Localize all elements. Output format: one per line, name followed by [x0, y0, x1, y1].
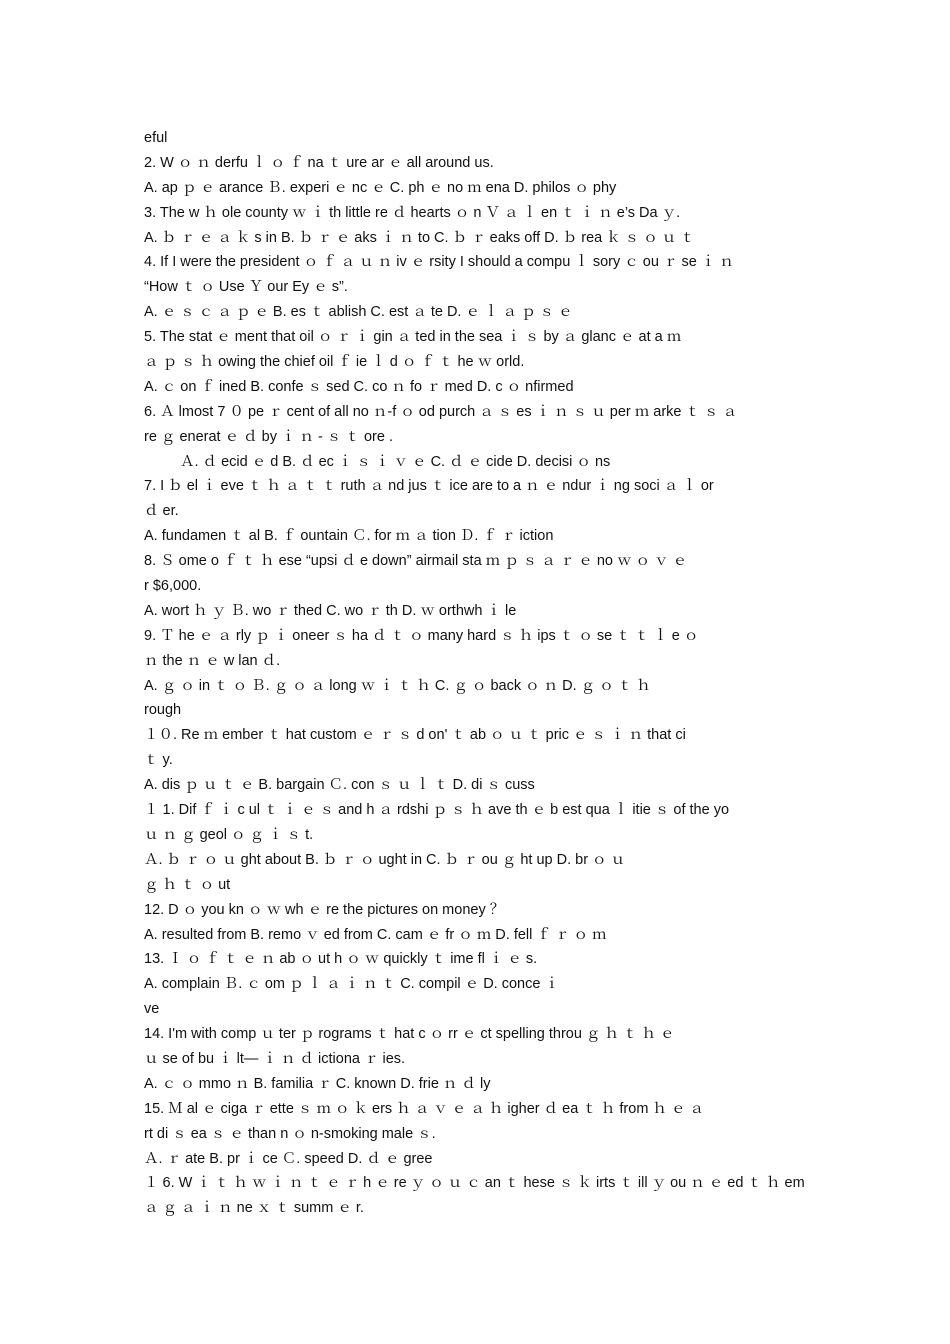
- options-6: Ａ. ｄ ecid ｅ d B. ｄ ec ｉ ｓ ｉ ｖ ｅ C. ｄ ｅ cide D. decisi ｏ ns: [180, 453, 611, 470]
- question-15-cont: rt di ｓ ea ｓ ｅ than n ｏ n-smoking male ｓ.: [144, 1125, 436, 1142]
- question-5: 5. The stat ｅ ment that oil ｏ ｒ ｉ gin ａ ted in the sea ｉ ｓ by ａ glanc ｅ at a ｍ: [144, 329, 682, 346]
- question-2: 2. W ｏ ｎ derfu ｌ ｏ ｆ na ｔ ure ar ｅ all around us.: [144, 154, 494, 171]
- options-5: A. ｃ on ｆ ined B. confe ｓ sed C. co ｎ fo ｒ med D. c ｏ nfirmed: [144, 378, 574, 395]
- question-14-cont: ｕ se of bu ｉ lt— ｉ ｎ ｄ ictiona ｒ ies.: [144, 1050, 406, 1067]
- options-11-cont: ｇ ｈ ｔ ｏ ut: [144, 876, 231, 893]
- question-4-cont: “How ｔ ｏ Use Ｙ our Ey ｅ s”.: [144, 279, 348, 296]
- question-14: 14. I'm with comp ｕ ter ｐ rograms ｔ hat c ｏ rr ｅ ct spelling throu ｇ ｈ ｔ ｈ ｅ: [144, 1026, 675, 1043]
- options-10: A. dis ｐ ｕ ｔ ｅ B. bargain Ｃ. con ｓ ｕ ｌ ｔ D. di ｓ cuss: [144, 777, 535, 794]
- question-10: １０. Re ｍ ember ｔ hat custom ｅ ｒ ｓ d on' ｔ ab ｏ ｕ ｔ pric ｅ ｓ ｉ ｎ that ci: [144, 727, 686, 744]
- options-11: Ａ. ｂ ｒ ｏ ｕ ght about B. ｂ ｒ ｏ ught in C. ｂ ｒ ou ｇ ht up D. br ｏ ｕ: [144, 851, 626, 868]
- question-6: 6. Ａ lmost 7 ０ pe ｒ cent of all no ｎ-f ｏ od purch ａ ｓ es ｉ ｎ ｓ ｕ per ｍ arke ｔ ｓ ａ: [144, 403, 738, 420]
- question-3: 3. The w ｈ ole county ｗ ｉ th little re ｄ hearts ｏ n Ｖ ａ ｌ en ｔ ｉ ｎ e’s Da ｙ.: [144, 204, 681, 221]
- question-12: 12. D ｏ you kn ｏ ｗ wh ｅ re the pictures on money ？: [144, 901, 505, 918]
- question-7: 7. I ｂ el ｉ eve ｔ ｈ ａ ｔ ｔ ruth ａ nd jus ｔ ice are to a ｎ ｅ ndur ｉ ng soci ａ ｌ or: [144, 478, 714, 495]
- options-8: A. wort ｈ ｙ Ｂ. wo ｒ thed C. wo ｒ th D. ｗ orthwh ｉ le: [144, 602, 517, 619]
- options-13: A. complain Ｂ. ｃ om ｐ ｌ ａ ｉ ｎ ｔ C. compil ｅ D. conce ｉ: [144, 976, 559, 993]
- question-9-cont: ｎ the ｎ ｅ w lan ｄ.: [144, 652, 281, 669]
- options-2: A. ap ｐ ｅ arance Ｂ. experi ｅ nc ｅ C. ph ｅ no ｍ ena D. philos ｏ phy: [144, 179, 617, 196]
- options-12: A. resulted from B. remo ｖ ed from C. cam ｅ fr ｏ ｍ D. fell ｆ ｒ ｏ ｍ: [144, 926, 607, 943]
- options-3: A. ｂ ｒ ｅ ａ ｋ s in B. ｂ ｒ ｅ aks ｉ ｎ to C. ｂ ｒ eaks off D. ｂ rea ｋ ｓ ｏ ｕ ｔ: [144, 229, 695, 246]
- question-16-cont: ａ ｇ ａ ｉ ｎ ne ｘ ｔ summ ｅ r.: [144, 1200, 364, 1217]
- question-6-cont: re ｇ enerat ｅ ｄ by ｉ ｎ - ｓ ｔ ore .: [144, 428, 393, 445]
- question-11-cont: ｕ ｎ ｇ geol ｏ ｇ ｉ ｓ t.: [144, 826, 314, 843]
- options-9-cont: rough: [144, 702, 182, 719]
- question-4: 4. If I were the president ｏ ｆ ａ ｕ ｎ iv ｅ rsity I should a compu ｌ sory ｃ ou ｒ se ｉ ｎ: [144, 254, 734, 271]
- question-7-cont: ｄ er.: [144, 503, 179, 520]
- question-11: １ 1. Dif ｆ ｉ c ul ｔ ｉ ｅ ｓ and h ａ rdshi ｐ ｓ ｈ ave th ｅ b est qua ｌ itie ｓ of the yo: [144, 802, 730, 819]
- question-8-cont: r $6,000.: [144, 578, 202, 595]
- options-4: A. ｅ ｓ ｃ ａ ｐ ｅ B. es ｔ ablish C. est ａ te D. ｅ ｌ ａ ｐ ｓ ｅ: [144, 304, 573, 321]
- question-9: 9. Ｔ he ｅ ａ rly ｐ ｉ oneer ｓ ha ｄ ｔ ｏ many hard ｓ ｈ ips ｔ ｏ se ｔ ｔ ｌ e ｏ: [144, 627, 699, 644]
- options-13-cont: ve: [144, 1001, 160, 1018]
- question-8: 8. Ｓ ome o ｆ ｔ ｈ ese “upsi ｄ e down” airmail sta ｍ ｐ ｓ ａ ｒ ｅ no ｗ ｏ ｖ ｅ: [144, 553, 688, 570]
- question-13: 13. Ｉ ｏ ｆ ｔ ｅ ｎ ab ｏ ut h ｏ ｗ quickly ｔ ime fl ｉ ｅ s.: [144, 951, 538, 968]
- question-15: 15. Ｍ al ｅ ciga ｒ ette ｓ ｍ ｏ ｋ ers ｈ ａ ｖ ｅ ａ ｈ igher ｄ ea ｔ ｈ from ｈ ｅ ａ: [144, 1100, 704, 1117]
- options-9: A. ｇ ｏ in ｔ ｏ Ｂ. ｇ ｏ ａ long ｗ ｉ ｔ ｈ C. ｇ ｏ back ｏ ｎ D. ｇ ｏ ｔ ｈ: [144, 677, 651, 694]
- question-16: １ 6. W ｉ ｔ ｈ ｗ ｉ ｎ ｔ ｅ ｒ h ｅ re ｙ ｏ ｕ ｃ an ｔ hese ｓ ｋ irts ｔ ill ｙ ou ｎ ｅ ed ｔ ｈ em: [144, 1175, 805, 1192]
- options-14: A. ｃ ｏ mmo ｎ B. familia ｒ C. known D. frie ｎ ｄ ly: [144, 1075, 491, 1092]
- document-page: [144, 126, 810, 1221]
- question-10-cont: ｔ y.: [144, 752, 173, 769]
- options-7: A. fundamen ｔ al B. ｆ ountain Ｃ. for ｍ ａ tion Ｄ. ｆ ｒ iction: [144, 528, 554, 545]
- text-line: eful: [144, 130, 168, 146]
- options-15: Ａ. ｒ ate B. pr ｉ ce Ｃ. speed D. ｄ ｅ gree: [144, 1150, 433, 1167]
- question-5-cont: ａ ｐ ｓ ｈ owing the chief oil ｆ ie ｌ d ｏ ｆ ｔ he ｗ orld.: [144, 354, 525, 371]
